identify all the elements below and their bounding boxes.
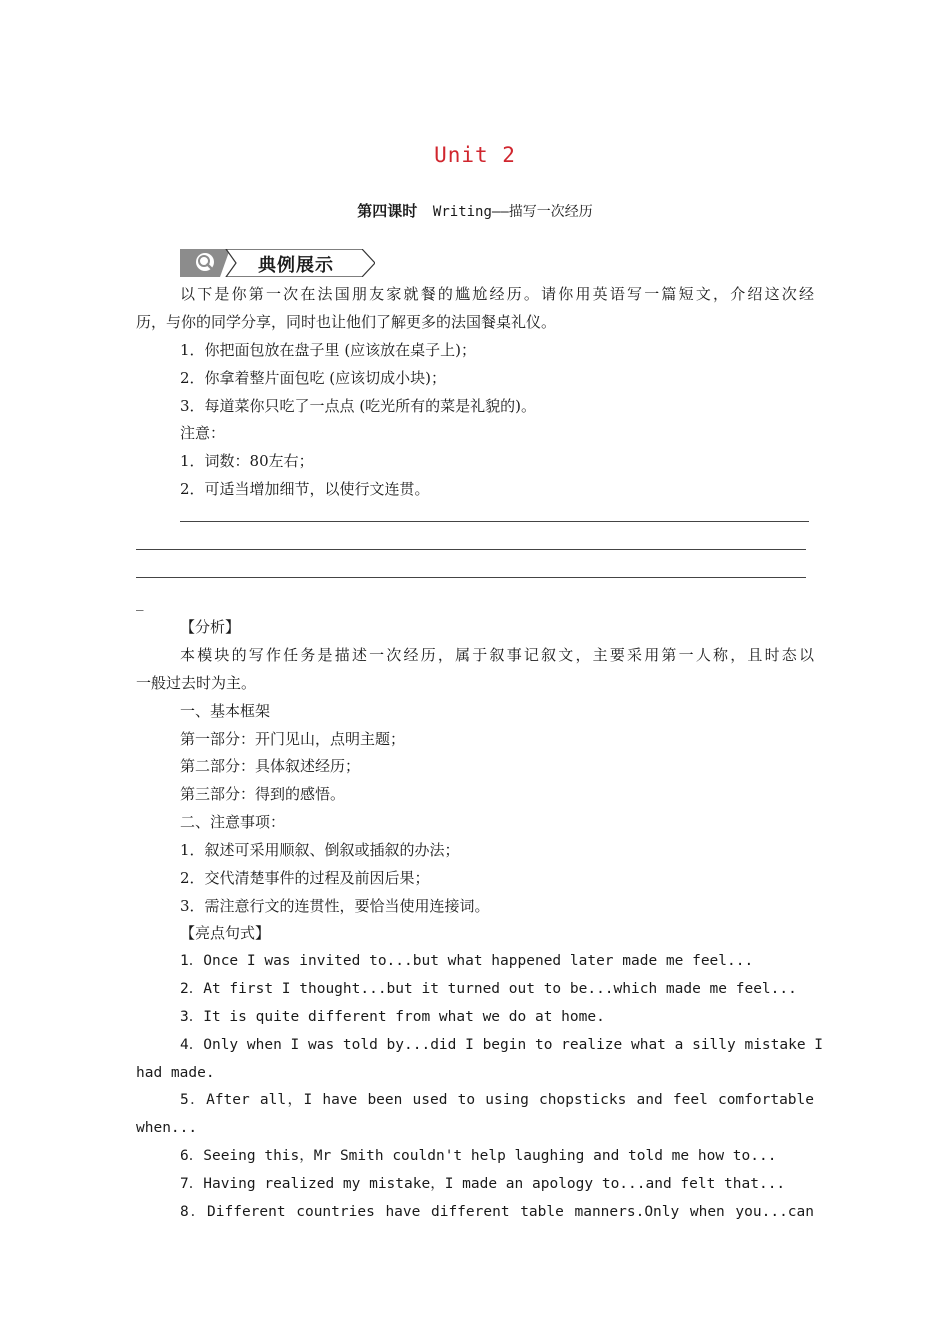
- highlights-heading: 【亮点句式】: [180, 924, 271, 942]
- lesson-subtitle: [0, 200, 950, 221]
- notes-heading: 二、注意事项：: [180, 813, 286, 831]
- answer-line: [136, 577, 806, 578]
- highlight-sentence-1: 1．Once I was invited to...but what happened later made me feel...: [180, 953, 754, 969]
- task-intro-line-1: 以下是你第一次在法国朋友家就餐的尴尬经历。请你用英语写一篇短文，介绍这次经: [180, 285, 814, 303]
- task-point-2: 2．你拿着整片面包吃 (应该切成小块)；: [180, 369, 447, 387]
- framework-item-1: 第一部分：开门见山，点明主题；: [180, 730, 406, 748]
- framework-heading: 一、基本框架: [180, 702, 271, 720]
- lesson-number: 第四课时: [357, 202, 418, 220]
- highlight-sentence-6: 6．Seeing this，Mr Smith couldn't help laughing and told me how to...: [180, 1148, 777, 1164]
- framework-item-3: 第三部分：得到的感悟。: [180, 785, 346, 803]
- answer-line-end: _: [136, 593, 144, 611]
- highlight-sentence-8: 8．Different countries have different table manners.Only when you...can: [180, 1204, 814, 1220]
- page-title: Unit 2: [434, 143, 516, 167]
- answer-line: [136, 549, 806, 550]
- magnifier-icon: [196, 253, 214, 271]
- notes-item-2: 2．交代清楚事件的过程及前因后果；: [180, 869, 430, 887]
- note-label: 注意：: [180, 424, 226, 442]
- framework-item-2: 第二部分：具体叙述经历；: [180, 757, 361, 775]
- task-point-3: 3．每道菜你只吃了一点点 (吃光所有的菜是礼貌的)。: [180, 397, 537, 415]
- highlight-sentence-7: 7．Having realized my mistake，I made an apology to...and felt that...: [180, 1176, 786, 1192]
- task-intro-line-2: 历，与你的同学分享，同时也让他们了解更多的法国餐桌礼仪。: [136, 313, 557, 331]
- highlight-sentence-5-cont: when...: [136, 1120, 198, 1136]
- note-2: 2．可适当增加细节，以使行文连贯。: [180, 480, 430, 498]
- lesson-topic: Writing——描写一次经历: [432, 204, 593, 220]
- highlight-sentence-2: 2．At first I thought...but it turned out to be...which made me feel...: [180, 981, 797, 997]
- notes-item-3: 3．需注意行文的连贯性，要恰当使用连接词。: [180, 897, 490, 915]
- highlight-sentence-5: 5．After all，I have been used to using chopsticks and feel comfortable: [180, 1092, 814, 1108]
- analysis-para-line-1: 本模块的写作任务是描述一次经历，属于叙事记叙文，主要采用第一人称，且时态以: [180, 646, 814, 664]
- notes-item-1: 1．叙述可采用顺叙、倒叙或插叙的办法；: [180, 841, 460, 859]
- analysis-para-line-2: 一般过去时为主。: [136, 674, 257, 692]
- answer-line: [180, 521, 809, 522]
- highlight-sentence-4-cont: had made.: [136, 1065, 215, 1081]
- note-1: 1．词数：80左右；: [180, 452, 314, 470]
- analysis-heading: 【分析】: [180, 618, 241, 636]
- banner-label: 典例展示: [258, 255, 334, 276]
- highlight-sentence-4: 4．Only when I was told by...did I begin to realize what a silly mistake I: [180, 1037, 824, 1053]
- highlight-sentence-3: 3．It is quite different from what we do at home.: [180, 1009, 605, 1025]
- task-point-1: 1．你把面包放在盘子里 (应该放在桌子上)；: [180, 341, 477, 359]
